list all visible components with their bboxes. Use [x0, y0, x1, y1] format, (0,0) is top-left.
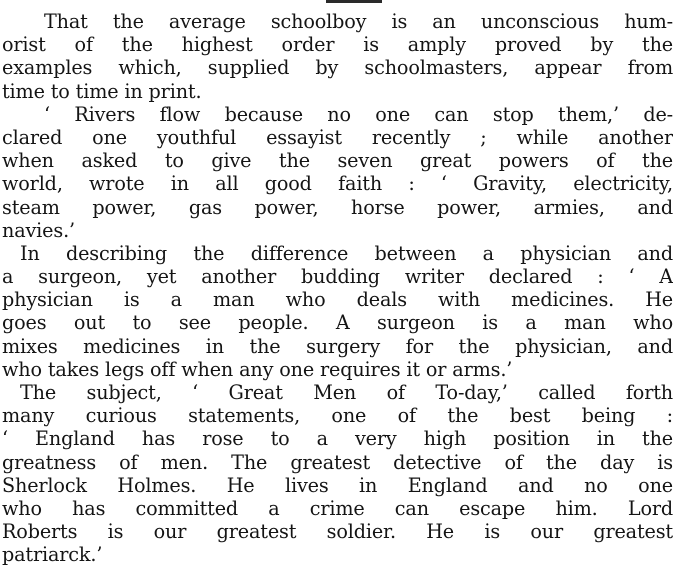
text-line: clared one youthful essayist recently ; while another: [2, 125, 673, 149]
text-line: time to time in print.: [2, 79, 202, 103]
paragraph-great-men: [2, 381, 673, 567]
text-line: orist of the highest order is amply proved by the: [2, 33, 673, 57]
text-line: many curious statements, one of the best being :: [2, 404, 673, 428]
text-line: patriarck.’: [2, 543, 103, 567]
text-line: who takes legs off when any one requires it or arms.’: [2, 357, 513, 381]
column-rule-mark: [326, 0, 382, 3]
text-line: The subject, ‘ Great Men of To-day,’ called forth: [20, 381, 673, 404]
text-line: Sherlock Holmes. He lives in England and no one: [2, 473, 673, 497]
text-line: a surgeon, yet another budding writer declared : ‘ A: [2, 265, 673, 289]
text-line: physician is a man who deals with medicines. He: [2, 288, 673, 312]
paragraph-rivers: [2, 103, 673, 242]
text-line: world, wrote in all good faith : ‘ Gravity, electricity,: [2, 172, 673, 196]
text-line: when asked to give the seven great powers of the: [2, 149, 673, 173]
text-line: who has committed a crime can escape him. Lord: [2, 496, 673, 520]
text-line: navies.’: [2, 218, 75, 242]
text-line: ‘ Rivers flow because no one can stop them,’ de-: [44, 102, 673, 126]
text-line: mixes medicines in the surgery for the physician, and: [2, 334, 673, 358]
text-line: goes out to see people. A surgeon is a man who: [2, 311, 673, 335]
article-body: [2, 10, 673, 567]
text-line: In describing the difference between a physician and: [20, 241, 673, 265]
text-line: steam power, gas power, horse power, armies, and: [2, 195, 673, 219]
text-line: Roberts is our greatest soldier. He is our greatest: [2, 520, 673, 544]
text-line: That the average schoolboy is an unconscious hum-: [44, 10, 673, 33]
paragraph-intro: [2, 10, 673, 103]
text-line: examples which, supplied by schoolmasters, appear from: [2, 56, 673, 80]
text-line: ‘ England has rose to a very high position in the: [2, 427, 673, 451]
paragraph-physician: [2, 242, 673, 381]
text-line: greatness of men. The greatest detective of the day is: [2, 450, 673, 474]
